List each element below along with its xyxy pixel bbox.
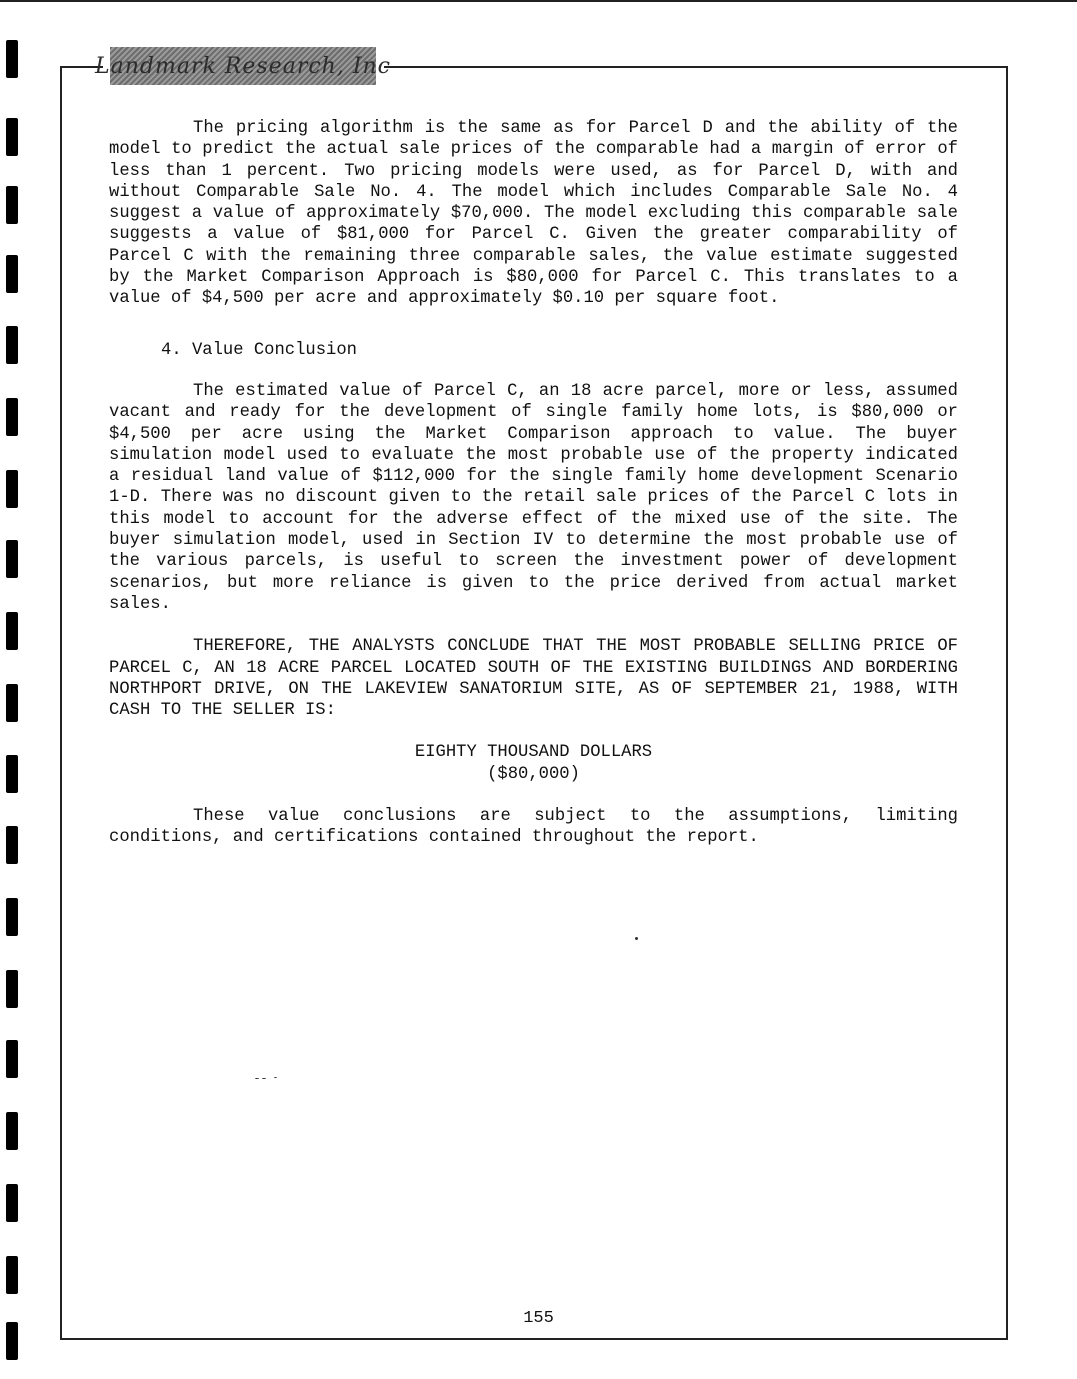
company-logo	[95, 47, 391, 85]
paragraph-pricing-algorithm: The pricing algorithm is the same as for Parcel D and the ability of the model to predict the actual sale prices of the comparable had a margin of error of less than 1 percent. Two pricing models were used, as for Parcel D, with and without Comparable Sale No. 4. The model which includes Comparable Sale No. 4 suggest a value of approximately $70,000. The model excluding this comparable sale suggests a value of $81,000 for Parcel C. Given the greater comparability of Parcel C with the remaining three comparable sales, the value estimate suggested by the Market Comparison Approach is $80,000 for Parcel C. This translates to a value of $4,500 per acre and approximately $0.10 per square foot.	[109, 119, 958, 309]
binding-hole	[6, 118, 18, 156]
scan-speck	[274, 1077, 277, 1078]
scan-speck	[255, 1078, 259, 1079]
binding-hole	[6, 540, 18, 578]
binding-hole	[6, 398, 18, 436]
top-edge-rule	[0, 0, 1077, 2]
binding-hole	[6, 1184, 18, 1222]
binding-hole	[6, 684, 18, 722]
binding-hole	[6, 1256, 18, 1294]
page-number-text: 155	[511, 1309, 566, 1328]
binding-hole	[6, 826, 18, 864]
binding-hole	[6, 470, 18, 508]
value-statement	[109, 742, 958, 785]
page-number	[0, 1309, 1077, 1328]
section-heading: 4. Value Conclusion	[161, 340, 357, 360]
binding-holes	[6, 30, 20, 1379]
value-in-figures: ($80,000)	[487, 764, 580, 784]
binding-hole	[6, 1040, 18, 1078]
binding-hole	[6, 970, 18, 1008]
paragraph-conclusion: THEREFORE, THE ANALYSTS CONCLUDE THAT THE MOST PROBABLE SELLING PRICE OF PARCEL C, AN 18 ACRE PARCEL LOCATED SOUTH OF THE EXISTING BUILDINGS AND BORDERING NORTHPORT DRIVE, ON THE LAKEVIEW SANATORIUM SITE, AS OF SEPTEMBER 21, 1988, WITH CASH TO THE SELLER IS:	[109, 637, 958, 721]
logo-text: Landmark Research, Inc	[95, 53, 391, 79]
binding-hole	[6, 255, 18, 293]
binding-hole	[6, 326, 18, 364]
scan-speck	[635, 937, 638, 940]
binding-hole	[6, 40, 18, 78]
paragraph-estimated-value: The estimated value of Parcel C, an 18 acre parcel, more or less, assumed vacant and ready for the development of single family home lots, is $80,000 or $4,500 per acre using the Market Comparison approach to value. The buyer simulation model used to evaluate the most probable use of the property indicated a residual land value of $112,000 for the single family home development Scenario 1-D. There was no discount given to the retail sale prices of the Parcel C lots in this model to account for the adverse effect of the mixed use of the site. The buyer simulation model, used in Section IV to determine the most probable use of the various parcels, is useful to screen the investment power of development scenarios, but more reliance is given to the price derived from actual market sales.	[109, 381, 958, 614]
binding-hole	[6, 612, 18, 650]
binding-hole	[6, 898, 18, 936]
paragraph-assumptions: These value conclusions are subject to the assumptions, limiting conditions, and certifications contained throughout the report.	[109, 807, 958, 848]
binding-hole	[6, 755, 18, 793]
binding-hole	[6, 186, 18, 224]
value-in-words: EIGHTY THOUSAND DOLLARS	[414, 743, 653, 763]
scan-speck	[262, 1078, 266, 1079]
document-body	[109, 118, 958, 849]
binding-hole	[6, 1112, 18, 1150]
